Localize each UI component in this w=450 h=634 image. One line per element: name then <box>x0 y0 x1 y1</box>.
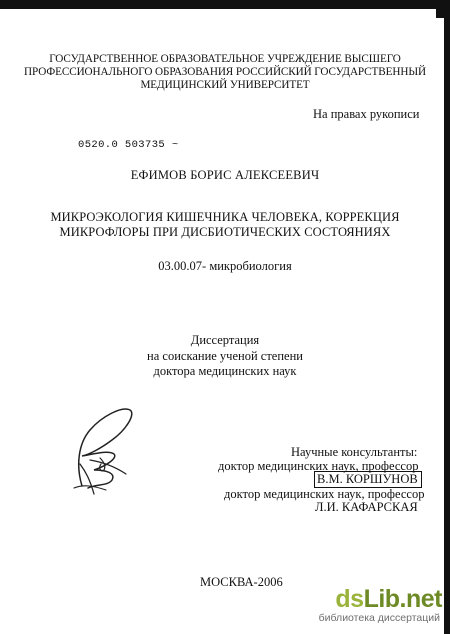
degree-line-2: на соискание ученой степени <box>147 348 303 363</box>
watermark-brand-part-2: Lib.net <box>363 585 442 613</box>
scan-top-edge <box>0 0 450 9</box>
institution-line-3: МЕДИЦИНСКИЙ УНИВЕРСИТЕТ <box>140 79 310 91</box>
degree-statement <box>0 333 450 380</box>
degree-line-3: доктора медицинских наук <box>153 364 297 378</box>
manuscript-rights-note: На правах рукописи <box>313 107 420 121</box>
specialty-code: 03.00.07- микробиология <box>158 259 292 273</box>
consultant-1-degree: доктор медицинских наук, профессор <box>218 459 419 473</box>
consultants-heading: Научные консультанты: <box>291 445 418 459</box>
consultant-2-name: Л.И. КАФАРСКАЯ <box>315 500 418 514</box>
consultant-1-name: В.М. КОРШУНОВ <box>317 472 418 486</box>
consultant-2-degree: доктор медицинских наук, профессор <box>224 487 425 501</box>
catalog-code: 0520.0 503735 ~ <box>78 139 179 151</box>
handwritten-signature <box>60 400 140 500</box>
title-line-2: МИКРОФЛОРЫ ПРИ ДИСБИОТИЧЕСКИХ СОСТОЯНИЯХ <box>59 225 391 239</box>
scan-corner-mark <box>436 0 450 18</box>
institution-line-1: ГОСУДАРСТВЕННОЕ ОБРАЗОВАТЕЛЬНОЕ УЧРЕЖДЕНИЕ ВЫСШЕГО <box>49 53 401 65</box>
institution-line-2: ПРОФЕССИОНАЛЬНОГО ОБРАЗОВАНИЯ РОССИЙСКИЙ ГОСУДАРСТВЕННЫЙ <box>24 66 426 78</box>
dslib-watermark-logo <box>318 585 448 634</box>
author-name: ЕФИМОВ БОРИС АЛЕКСЕЕВИЧ <box>130 168 320 182</box>
watermark-brand-part-1: ds <box>335 585 364 613</box>
dissertation-title <box>0 210 450 240</box>
watermark-subtitle: библиотека диссертаций <box>318 612 440 624</box>
watermark-brand <box>335 585 442 614</box>
degree-line-1: Диссертация <box>190 333 260 347</box>
city-and-year: МОСКВА-2006 <box>200 575 283 589</box>
scan-right-edge <box>444 0 450 634</box>
title-line-1: МИКРОЭКОЛОГИЯ КИШЕЧНИКА ЧЕЛОВЕКА, КОРРЕКЦИЯ <box>50 210 400 224</box>
